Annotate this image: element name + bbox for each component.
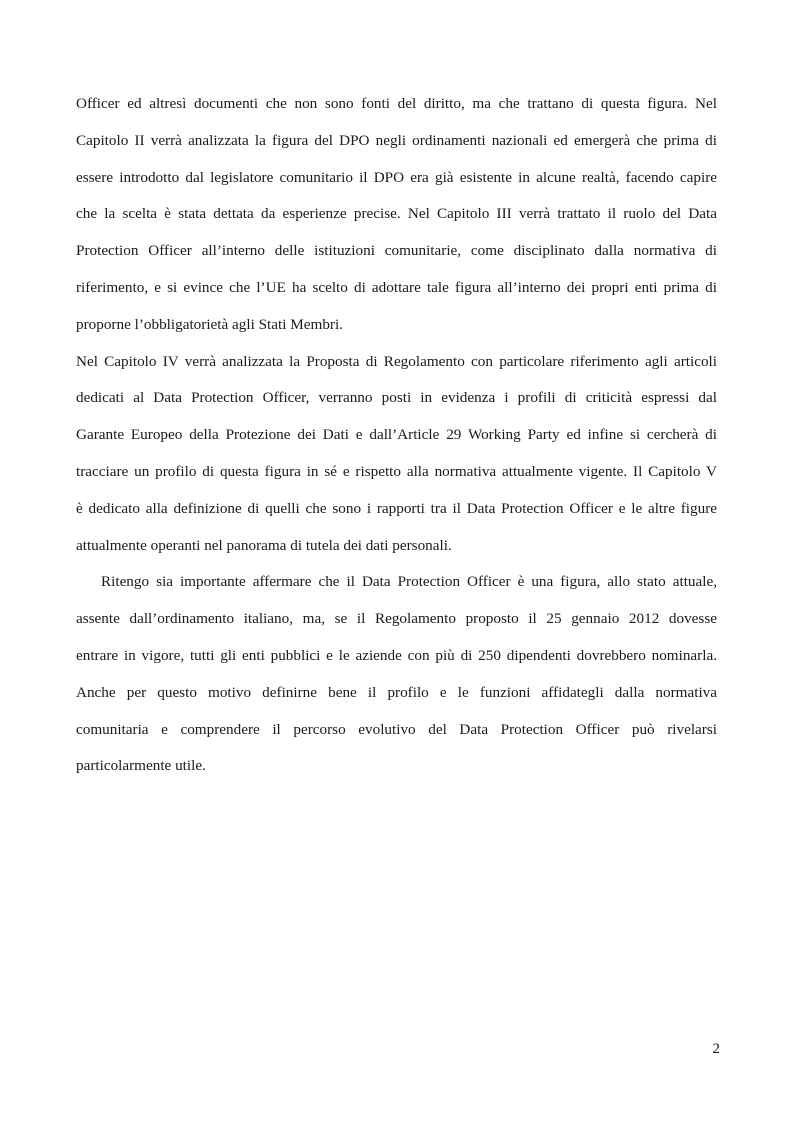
page-number: 2	[712, 1040, 720, 1057]
body-text	[76, 86, 717, 785]
text-line: dedicati al Data Protection Officer, verranno posti in evidenza i profili di criticità espressi dal	[76, 389, 717, 407]
text-line: Ritengo sia importante affermare che il Data Protection Officer è una figura, allo stato attuale,	[101, 573, 717, 591]
text-line: assente dall’ordinamento italiano, ma, se il Regolamento proposto il 25 gennaio 2012 dovesse	[76, 610, 717, 628]
text-line: Capitolo II verrà analizzata la figura del DPO negli ordinamenti nazionali ed emergerà che prima di	[76, 131, 717, 149]
paragraph-1	[76, 86, 717, 344]
text-line: è dedicato alla definizione di quelli che sono i rapporti tra il Data Protection Officer e le altre figure	[76, 499, 717, 517]
text-line: che la scelta è stata dettata da esperienze precise. Nel Capitolo III verrà trattato il ruolo del Data	[76, 205, 717, 223]
text-line: entrare in vigore, tutti gli enti pubblici e le aziende con più di 250 dipendenti dovrebbero nominarla.	[76, 646, 717, 664]
text-line: Officer ed altresì documenti che non sono fonti del diritto, ma che trattano di questa figura. Nel	[76, 95, 717, 112]
text-line: proporne l’obbligatorietà agli Stati Membri.	[76, 315, 343, 333]
text-line: particolarmente utile.	[76, 757, 206, 775]
text-line: tracciare un profilo di questa figura in sé e rispetto alla normativa attualmente vigente. Il Capitolo V	[76, 462, 717, 480]
text-line: essere introdotto dal legislatore comunitario il DPO era già esistente in alcune realtà, facendo capire	[76, 168, 717, 186]
text-line: Garante Europeo della Protezione dei Dati e dall’Article 29 Working Party ed infine si cercherà di	[76, 426, 717, 444]
paragraph-2	[76, 344, 717, 565]
text-line: Anche per questo motivo definirne bene il profilo e le funzioni affidategli dalla normativa	[76, 683, 717, 701]
text-line: Protection Officer all’interno delle istituzioni comunitarie, come disciplinato dalla normativa di	[76, 242, 717, 260]
text-line: Nel Capitolo IV verrà analizzata la Proposta di Regolamento con particolare riferimento agli articoli	[76, 352, 717, 370]
paragraph-3	[76, 564, 717, 785]
text-line: attualmente operanti nel panorama di tutela dei dati personali.	[76, 536, 452, 554]
text-line: riferimento, e si evince che l’UE ha scelto di adottare tale figura all’interno dei propri enti prima di	[76, 278, 717, 296]
text-line: comunitaria e comprendere il percorso evolutivo del Data Protection Officer può rivelarsi	[76, 720, 717, 738]
